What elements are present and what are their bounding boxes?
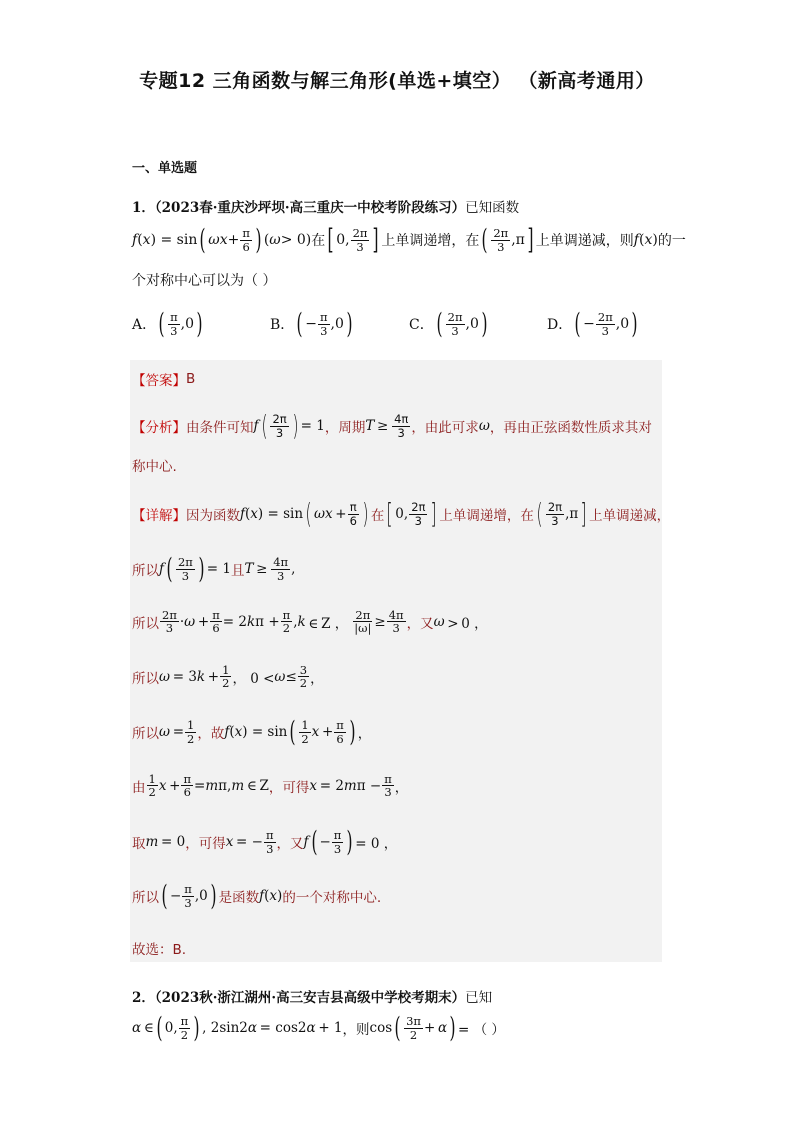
step-text: 且	[230, 563, 245, 579]
option-b[interactable]: B． ( − $\frac{\pi}{3}$ ,0 )	[270, 307, 353, 340]
step-text: ，故	[197, 726, 225, 742]
analysis-line-2: 称中心.	[132, 459, 177, 475]
step-text: ，可得	[268, 779, 310, 796]
analysis-text: 由条件可知	[186, 420, 254, 436]
question-source: （2023春·重庆沙坪坝·高三重庆一中校考阶段练习）	[154, 200, 466, 216]
step-text: ，可得	[185, 836, 226, 852]
detail-text: 上单调递减，	[589, 508, 671, 524]
option-den: 3	[320, 323, 328, 338]
detail-line-1: 【详解】 因为函数 f(x) = sin ( ωx + $\frac{\pi}{6}$ ) 在 [ 0, $\frac{2\pi}{3}$ ] 上单调递增，在 ( $\frac{2\pi}{3}$ ,π ] 上单调递减，	[132, 497, 671, 530]
step-text: 所以	[132, 563, 159, 579]
answer-tag: 【答案】	[132, 373, 186, 389]
section-heading: 一、单选题	[132, 161, 198, 176]
statement-text: ，则	[342, 1022, 370, 1038]
question-1-prompt: 个对称中心可以为（ ）	[132, 273, 277, 289]
step-text: 由	[132, 779, 146, 796]
option-num: π	[170, 310, 178, 325]
question-number: 1．	[132, 200, 155, 216]
step-text: 所以	[132, 726, 159, 742]
solution-box	[130, 360, 662, 962]
step-3: 所以 ω = 3 k + $\frac{1}{2}$ ， 0 < ω ≤ $\frac{3}{2}$ ，	[132, 663, 324, 691]
analysis-text: ，周期	[324, 420, 366, 436]
answer-line	[132, 369, 195, 389]
analysis-text: ，由此可求	[411, 420, 479, 436]
option-den: 3	[601, 323, 609, 338]
option-sign: −	[305, 316, 317, 332]
step-text: 取	[132, 836, 146, 852]
step-text: 所以	[132, 890, 159, 906]
question-2-statement: α ∈ ( 0, $\frac{\pi}{2}$ ) , 2sin2 α = cos2 α + 1 ，则 cos ( $\frac{3\pi}{2}$ + α ) = （ ）	[132, 1011, 505, 1044]
step-text: 所以	[132, 670, 159, 687]
step-text: 的一个对称中心.	[282, 890, 382, 906]
option-num: 2π	[447, 310, 463, 325]
option-label: B．	[270, 317, 295, 333]
option-den: 3	[170, 323, 178, 338]
step-1: 所以 f ( $\frac{2\pi}{3}$ ) = 1 且 T ≥ $\frac{4\pi}{3}$ ,	[132, 552, 296, 585]
step-text: 所以	[132, 615, 159, 632]
option-a[interactable]: A． ( $\frac{\pi}{3}$ ,0 )	[132, 307, 203, 340]
answer-options	[132, 307, 652, 350]
step-2: 所以 $\frac{2\pi}{3}$ · ω + $\frac{\pi}{6}$ = 2 k π + $\frac{\pi}{2}$ , k ∈ Z ， $\frac{2\pi}{|\omega|}$ ≥ $\frac{4\pi}{3}$ ，又 ω > 0 ，	[132, 608, 488, 636]
step-4: 所以 ω = $\frac{1}{2}$ ，故 f ( x ) = sin ( $\frac{1}{2}$ x + $\frac{\pi}{6}$ ) ，	[132, 715, 372, 748]
question-number: 2．	[132, 990, 155, 1006]
statement-text: 的一	[657, 233, 686, 249]
option-label: D．	[547, 317, 573, 333]
question-lead: 已知	[465, 990, 493, 1006]
page-title: 专题12 三角函数与解三角形(单选+填空） （新高考通用）	[139, 70, 655, 92]
option-label: C．	[409, 317, 434, 333]
detail-text: 在	[370, 508, 385, 524]
final-answer: 故选：B.	[132, 942, 187, 958]
option-num: π	[319, 310, 328, 325]
analysis-tag: 【分析】	[132, 420, 186, 436]
analysis-line: 【分析】 由条件可知 f ( $\frac{2\pi}{3}$ ) = 1 ，周期 T ≥ $\frac{4\pi}{3}$ ，由此可求 ω ，再由正弦函数性质求其对	[132, 409, 652, 442]
step-5: 由 $\frac{1}{2}$ x + $\frac{\pi}{6}$ = m π, m ∈ Z ，可得 x = 2 m π − $\frac{\pi}{3}$ ，	[132, 772, 409, 800]
detail-text: 上单调递增，在	[439, 508, 534, 524]
answer-value: B	[186, 371, 196, 387]
option-label: A．	[132, 317, 157, 333]
statement-text: = （ ）	[458, 1022, 505, 1038]
detail-text: 因为函数	[186, 508, 240, 524]
question-2-header	[132, 986, 492, 1006]
question-1-header	[132, 196, 519, 216]
question-1-statement: f ( x ) = sin ( ωx + $\frac{\pi}{6}$ ) ( ω > 0) 在 [ 0, $\frac{2\pi}{3}$ ] 上单调递增，在 ( $\frac{2\pi}{3}$ ,π ] 上单调递减，则 f ( x ) 的一	[132, 223, 686, 256]
option-num: 2π	[597, 310, 613, 325]
step-text: 是函数	[218, 890, 260, 906]
step-text: ，又	[406, 615, 434, 632]
detail-tag: 【详解】	[132, 508, 186, 524]
statement-text: 上单调递增，在	[381, 233, 480, 249]
statement-text: 上单调递减，则	[535, 233, 634, 249]
option-sign: −	[583, 316, 595, 332]
step-6: 取 m = 0 ，可得 x = − $\frac{\pi}{3}$ ，又 f ( − $\frac{\pi}{3}$ ) = 0 ，	[132, 825, 398, 858]
analysis-text: ，再由正弦函数性质求其对	[489, 420, 652, 436]
question-lead: 已知函数	[465, 200, 520, 216]
step-text: ，又	[276, 836, 304, 852]
step-7: 所以 ( − $\frac{\pi}{3}$ ,0 ) 是函数 f ( x ) 的一个对称中心.	[132, 879, 382, 912]
option-c[interactable]: C． ( $\frac{2\pi}{3}$ ,0 )	[409, 307, 488, 340]
question-source: （2023秋·浙江湖州·高三安吉县高级中学校考期末）	[154, 990, 466, 1006]
option-d[interactable]: D． ( − $\frac{2\pi}{3}$ ,0 )	[547, 307, 638, 340]
option-den: 3	[451, 323, 459, 338]
